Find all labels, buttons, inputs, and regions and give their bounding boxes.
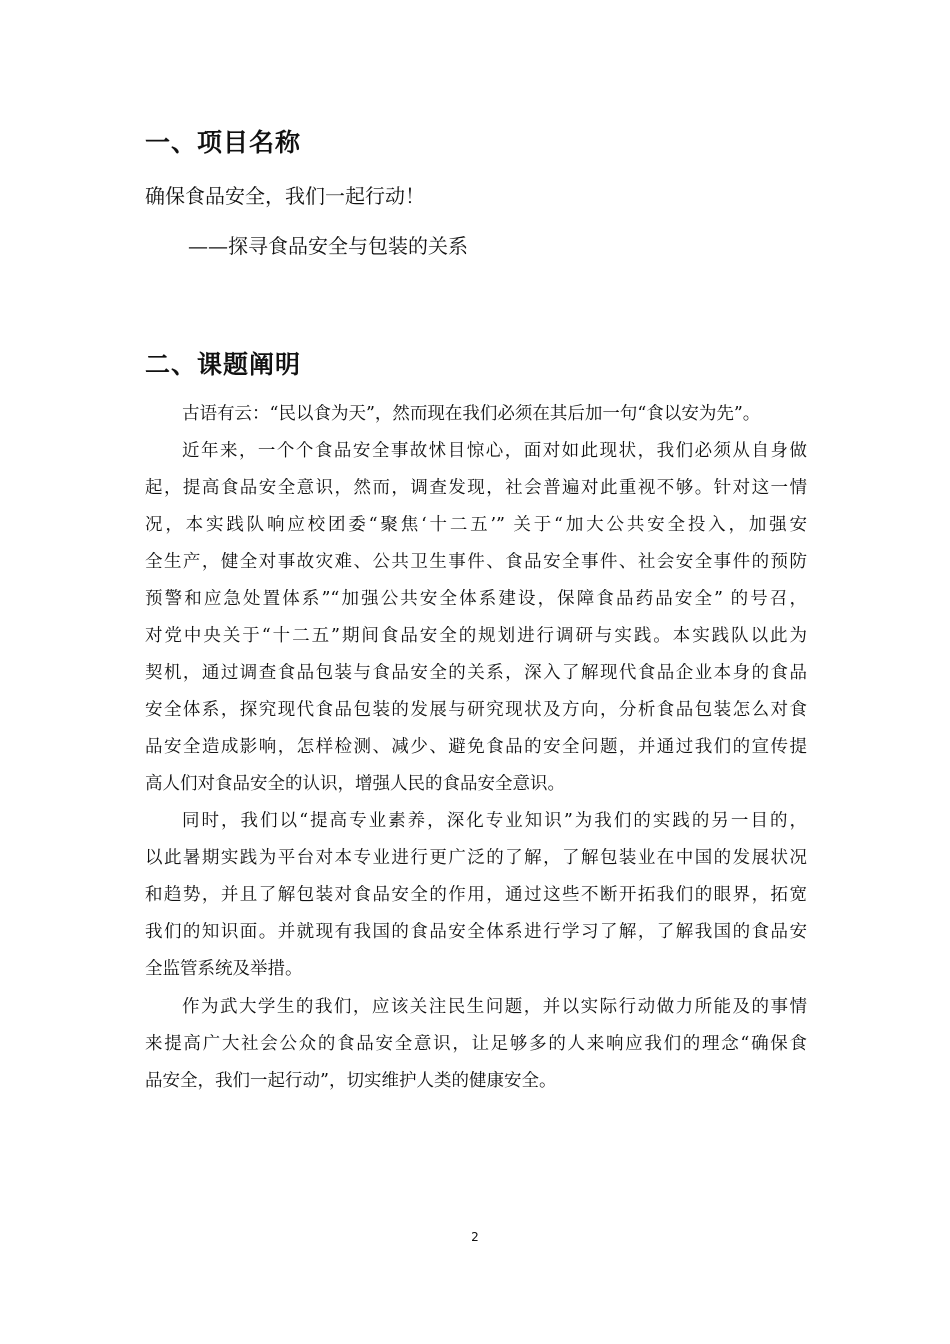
paragraph-line: 以此暑期实践为平台对本专业进行更广泛的了解，了解包装业在中国的发展状况: [145, 848, 807, 868]
paragraph-line: 作为武大学生的我们，应该关注民生问题，并以实际行动做力所能及的事情: [182, 997, 807, 1017]
paragraph-line: 同时，我们以“提高专业素养，深化专业知识”为我们的实践的另一目的，: [182, 811, 807, 831]
project-title: 确保食品安全，我们一起行动！: [145, 184, 425, 208]
paragraph-3: [145, 803, 807, 988]
paragraph-line: 我们的知识面。并就现有我国的食品安全体系进行学习了解，了解我国的食品安: [145, 922, 807, 942]
paragraph-line: 品安全，我们一起行动”，切实维护人类的健康安全。: [145, 1071, 557, 1091]
paragraph-line: 来提高广大社会公众的食品安全意识，让足够多的人来响应我们的理念“确保食: [145, 1034, 807, 1054]
paragraph-2: [145, 433, 807, 803]
paragraph-line: 契机，通过调查食品包装与食品安全的关系，深入了解现代食品企业本身的食品: [145, 663, 807, 683]
paragraph-line: 品安全造成影响，怎样检测、减少、避免食品的安全问题，并通过我们的宣传提: [145, 737, 807, 757]
paragraph-line: 全监管系统及举措。: [145, 959, 303, 979]
paragraph-4: [145, 989, 807, 1100]
page-number: 2: [471, 1230, 479, 1244]
paragraph-line: 全生产，健全对事故灾难、公共卫生事件、食品安全事件、社会安全事件的预防: [145, 552, 807, 572]
paragraph-1: [145, 396, 807, 433]
paragraph-line: 预警和应急处置体系”“加强公共安全体系建设，保障食品药品安全” 的号召，: [145, 589, 807, 609]
paragraph-line: 高人们对食品安全的认识，增强人民的食品安全意识。: [145, 774, 565, 794]
section-heading-project-name: 一、项目名称: [145, 128, 302, 157]
paragraph-line: 和趋势，并且了解包装对食品安全的作用，通过这些不断开拓我们的眼界，拓宽: [145, 885, 807, 905]
paragraph-line: 起，提高食品安全意识，然而，调查发现，社会普遍对此重视不够。针对这一情: [145, 478, 807, 498]
project-subtitle: ——探寻食品安全与包装的关系: [188, 234, 468, 258]
paragraph-line: 安全体系，探究现代食品包装的发展与研究现状及方向，分析食品包装怎么对食: [145, 700, 807, 720]
section-heading-topic-explanation: 二、课题阐明: [145, 350, 302, 379]
paragraph-line: 近年来，一个个食品安全事故怵目惊心，面对如此现状，我们必须从自身做: [182, 441, 807, 461]
paragraph-line: 况，本实践队响应校团委“聚焦‘十二五’” 关于“加大公共安全投入，加强安: [145, 515, 807, 535]
paragraph-line: 对党中央关于“十二五”期间食品安全的规划进行调研与实践。本实践队以此为: [145, 626, 807, 646]
paragraph-line: 古语有云：“民以食为天”，然而现在我们必须在其后加一句“食以安为先”。: [182, 404, 761, 424]
